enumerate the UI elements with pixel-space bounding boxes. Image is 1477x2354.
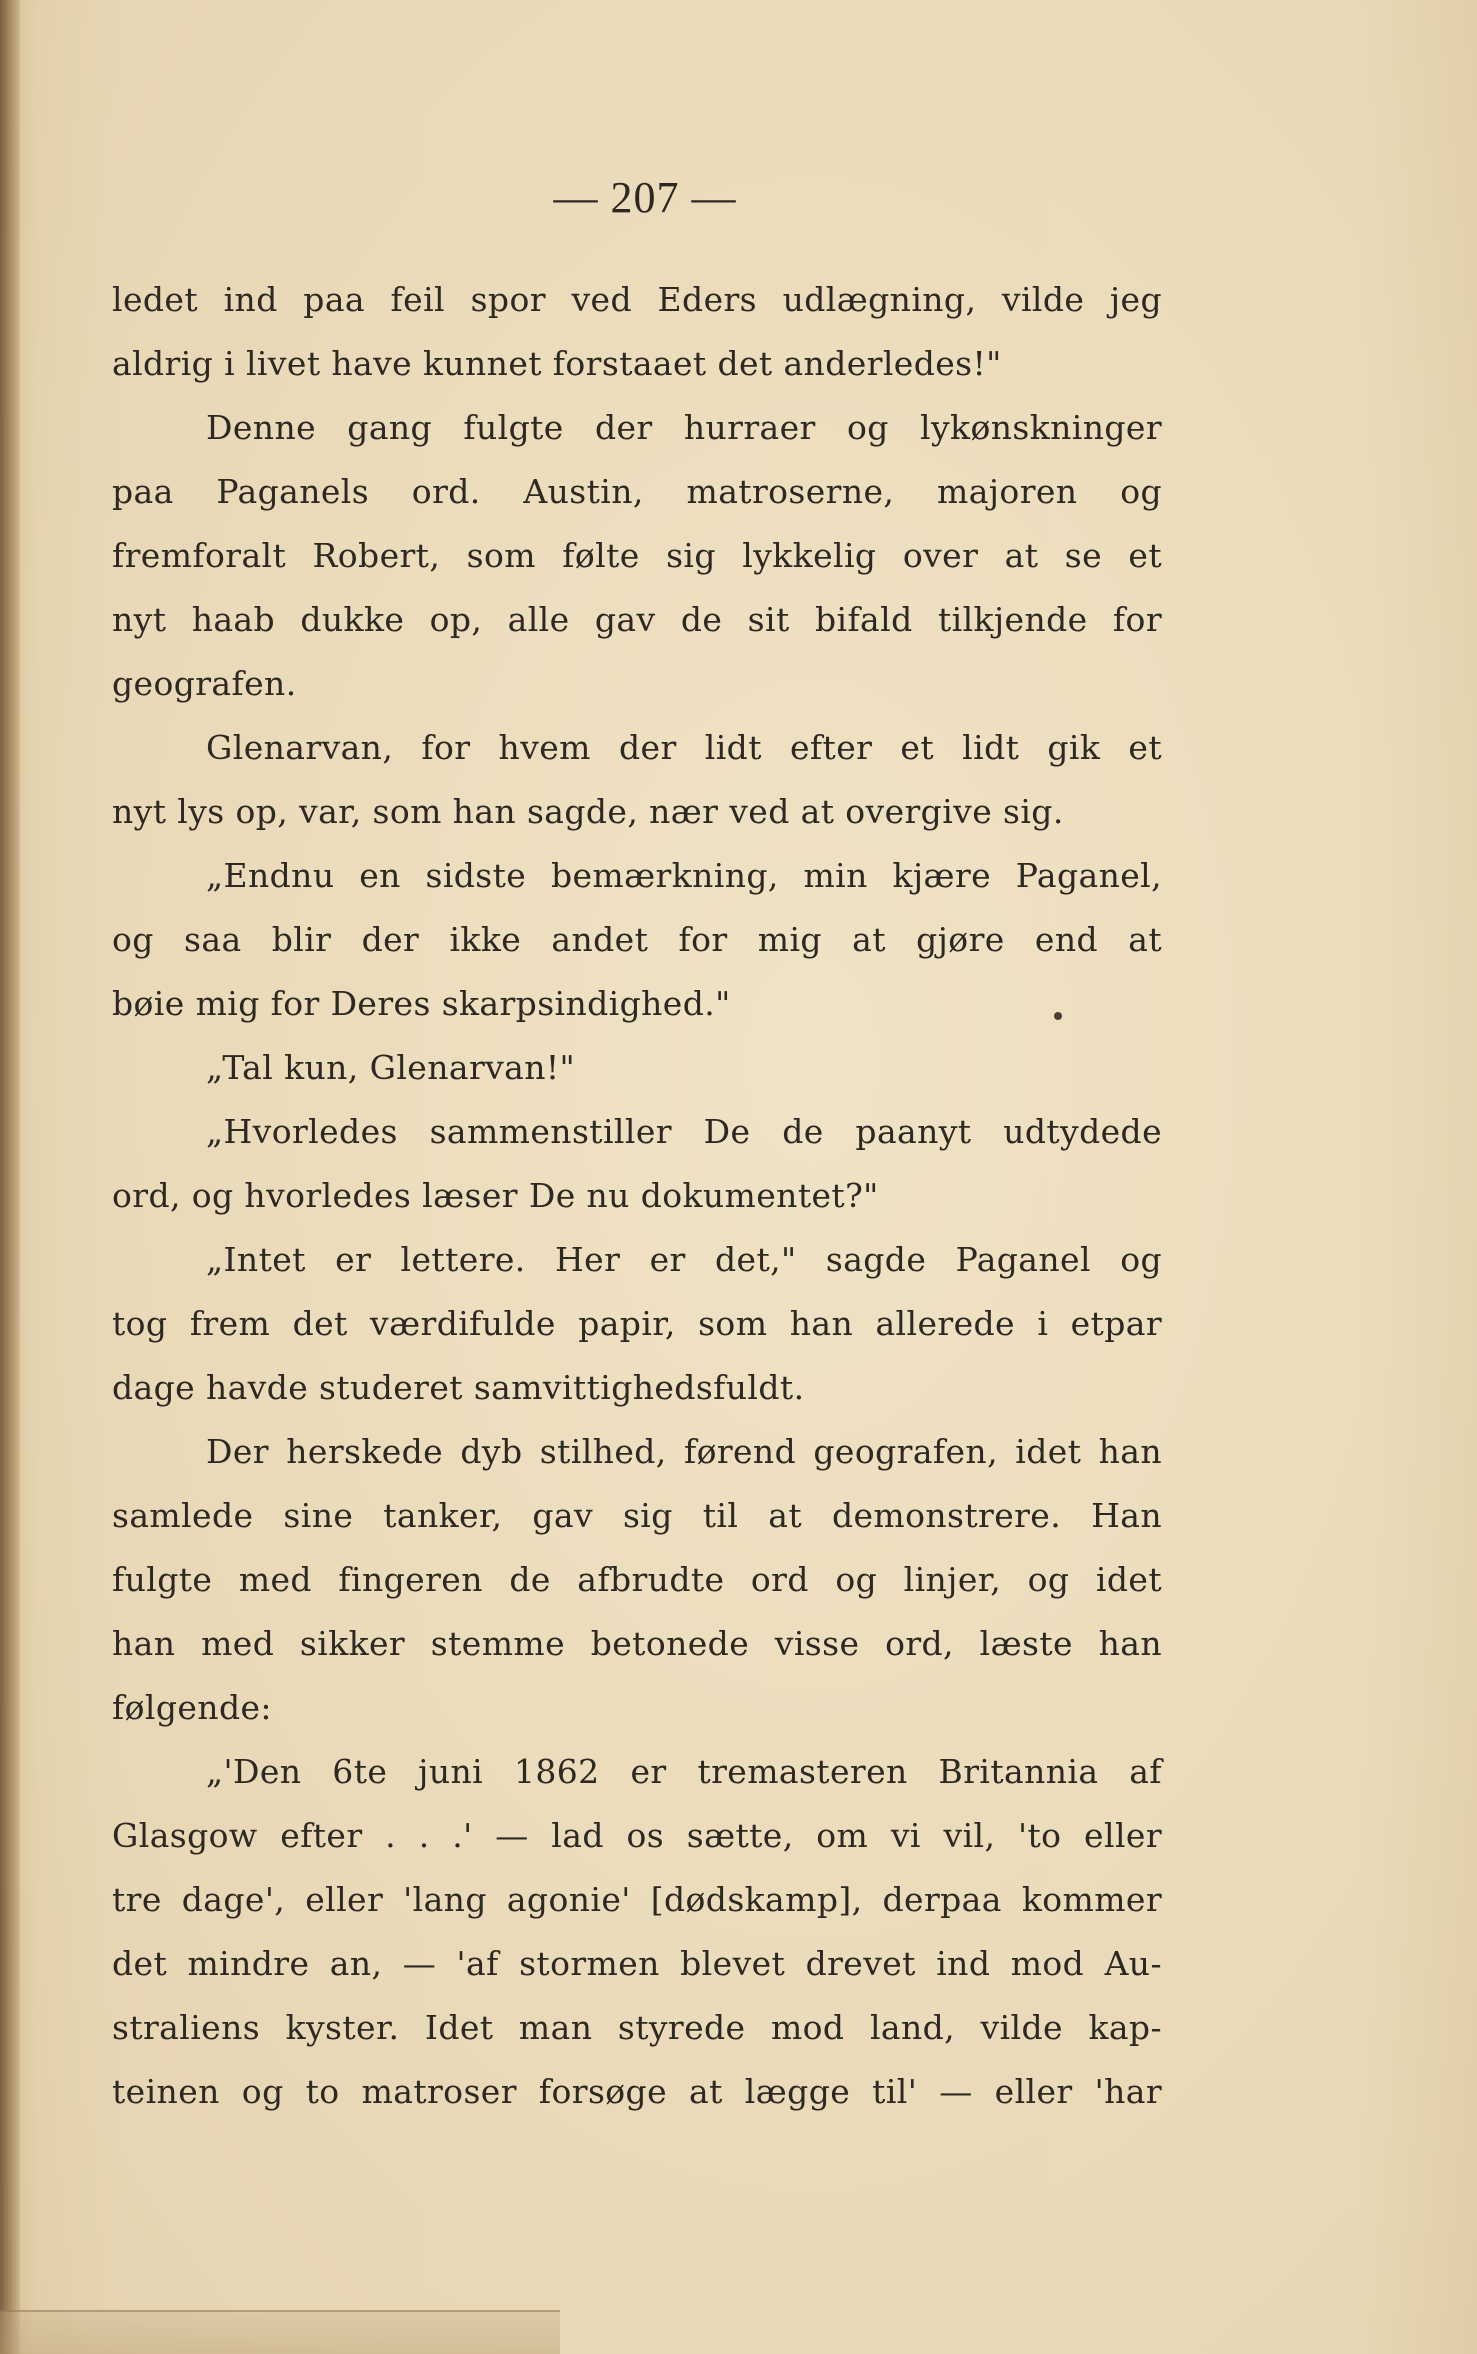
text-line: aldrig i livet have kunnet forstaaet det anderledes!" xyxy=(112,344,1002,383)
text-line: geografen. xyxy=(112,664,297,703)
book-spine-edge xyxy=(0,0,20,2354)
text-line: „Hvorledes sammenstiller De de paanyt udtydede xyxy=(206,1112,1162,1151)
text-line: fremforalt Robert, som følte sig lykkelig over at se et xyxy=(112,536,1162,575)
text-line: straliens kyster. Idet man styrede mod land, vilde kap- xyxy=(112,2008,1162,2047)
text-line: tre dage', eller 'lang agonie' [dødskamp], derpaa kommer xyxy=(112,1880,1162,1919)
text-line: samlede sine tanker, gav sig til at demonstrere. Han xyxy=(112,1496,1162,1535)
text-line: Glenarvan, for hvem der lidt efter et lidt gik et xyxy=(206,728,1162,767)
text-line: teinen og to matroser forsøge at lægge til' — eller 'har xyxy=(112,2072,1162,2111)
text-line: „'Den 6te juni 1862 er tremasteren Britannia af xyxy=(206,1752,1162,1791)
text-line: tog frem det værdifulde papir, som han allerede i etpar xyxy=(112,1304,1162,1343)
text-line: følgende: xyxy=(112,1688,272,1727)
page-fold-shadow xyxy=(0,2310,560,2354)
text-line: det mindre an, — 'af stormen blevet drevet ind mod Au- xyxy=(112,1944,1162,1983)
text-line: Glasgow efter . . .' — lad os sætte, om vi vil, 'to eller xyxy=(112,1816,1162,1855)
text-line: Denne gang fulgte der hurraer og lykønskninger xyxy=(206,408,1162,447)
text-line: dage havde studeret samvittighedsfuldt. xyxy=(112,1368,805,1407)
text-line: ord, og hvorledes læser De nu dokumentet?" xyxy=(112,1176,879,1215)
text-line: bøie mig for Deres skarpsindighed." xyxy=(112,984,731,1023)
text-line: nyt haab dukke op, alle gav de sit bifald tilkjende for xyxy=(112,600,1162,639)
text-line: fulgte med fingeren de afbrudte ord og linjer, og idet xyxy=(112,1560,1162,1599)
text-line: han med sikker stemme betonede visse ord, læste han xyxy=(112,1624,1162,1663)
text-line: Der herskede dyb stilhed, førend geografen, idet han xyxy=(206,1432,1162,1471)
text-line: „Tal kun, Glenarvan!" xyxy=(206,1048,576,1087)
text-line: „Intet er lettere. Her er det," sagde Paganel og xyxy=(206,1240,1162,1279)
text-line: „Endnu en sidste bemærkning, min kjære Paganel, xyxy=(206,856,1162,895)
body-text xyxy=(112,268,1162,2124)
text-line: og saa blir der ikke andet for mig at gjøre end at xyxy=(112,920,1162,959)
text-line: paa Paganels ord. Austin, matroserne, majoren og xyxy=(112,472,1162,511)
page-number: — 207 — xyxy=(553,173,737,222)
ink-speck xyxy=(1054,1012,1062,1020)
text-line: nyt lys op, var, som han sagde, nær ved at overgive sig. xyxy=(112,792,1064,831)
text-line: ledet ind paa feil spor ved Eders udlægning, vilde jeg xyxy=(112,280,1162,319)
